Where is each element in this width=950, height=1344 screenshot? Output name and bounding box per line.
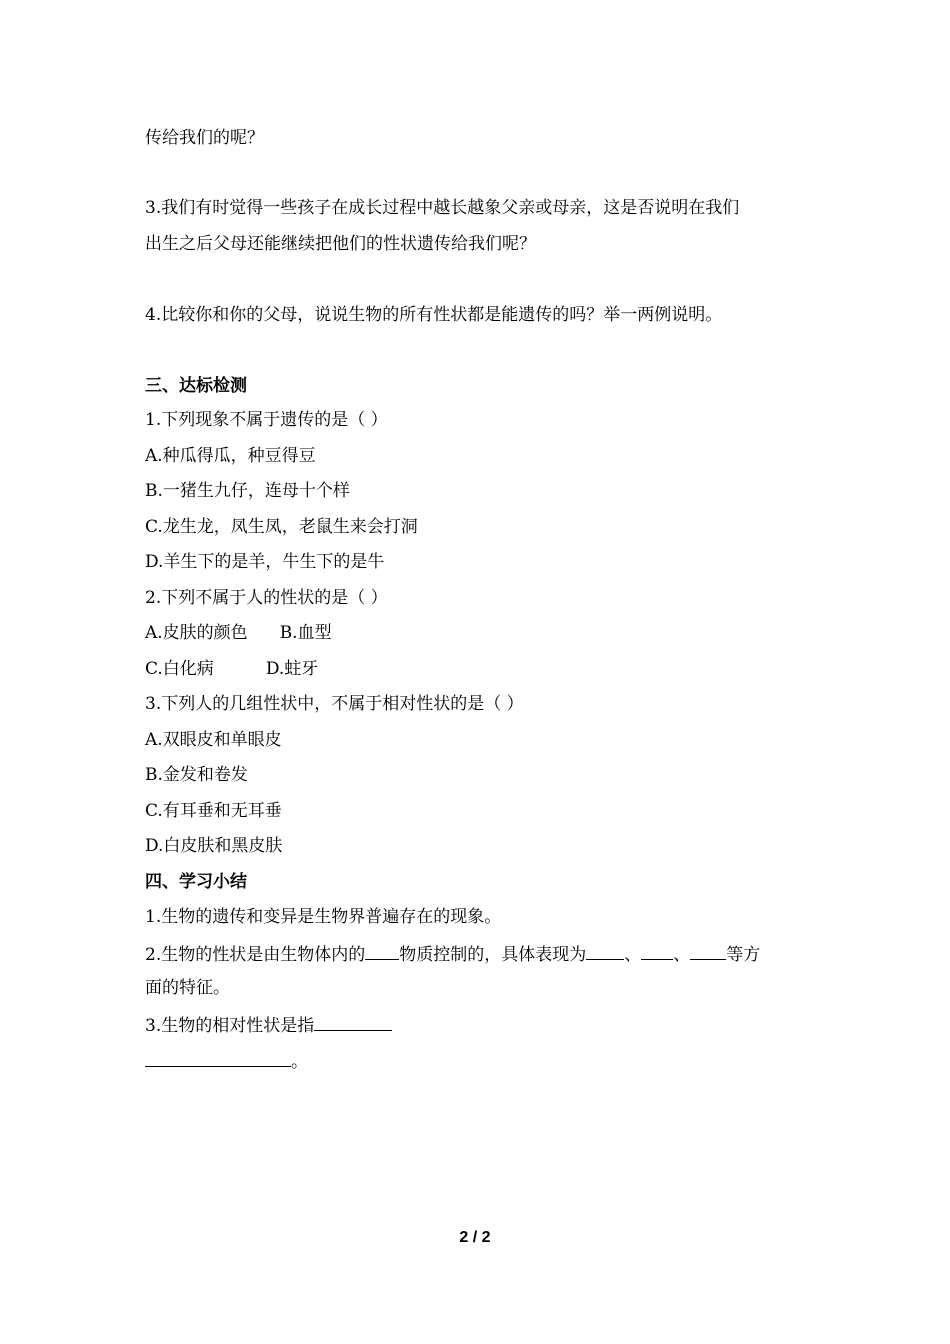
question-3-line-2: 出生之后父母还能继续把他们的性状遗传给我们呢？: [145, 234, 536, 254]
summary-2-line-2: 面的特征。: [145, 978, 230, 998]
question-4: 4.比较你和你的父母，说说生物的所有性状都是能遗传的吗？举一两例说明。: [145, 305, 723, 325]
fill-blank: [586, 941, 624, 960]
quiz-3-stem: 3.下列人的几组性状中，不属于相对性状的是（ ）: [145, 694, 524, 714]
quiz-1-option-a: A.种瓜得瓜，种豆得豆: [145, 446, 316, 466]
fill-blank: [690, 941, 726, 960]
summary-1: 1.生物的遗传和变异是生物界普遍存在的现象。: [145, 907, 502, 927]
summary-2-text-c: 等方: [726, 945, 761, 965]
quiz-1-option-b: B.一猪生九仔，连母十个样: [145, 481, 350, 501]
quiz-1-option-d: D.羊生下的是羊，牛生下的是牛: [145, 552, 385, 572]
quiz-2-options-row-2: [145, 657, 825, 681]
summary-3-line-2: [145, 1048, 825, 1074]
summary-3-end: 。: [291, 1052, 308, 1072]
quiz-2-option-a: A.皮肤的颜色: [145, 623, 248, 643]
quiz-3-option-d: D.白皮肤和黑皮肤: [145, 836, 283, 856]
summary-2-text-b: 物质控制的，具体表现为: [399, 945, 587, 965]
page-number: 2 / 2: [459, 1229, 491, 1246]
summary-2-separator: 、: [624, 945, 642, 965]
quiz-2-stem: 2.下列不属于人的性状的是（ ）: [145, 588, 388, 608]
fill-blank: [641, 941, 673, 960]
question-2-continuation: 传给我们的呢？: [145, 128, 264, 148]
quiz-2-option-b: B.血型: [279, 623, 332, 643]
quiz-3-option-c: C.有耳垂和无耳垂: [145, 801, 282, 821]
summary-2-line-1: [145, 941, 825, 967]
quiz-3-option-b: B.金发和卷发: [145, 765, 248, 785]
quiz-1-stem: 1.下列现象不属于遗传的是（ ）: [145, 410, 388, 430]
summary-2-text-a: 2.生物的性状是由生物体内的: [145, 945, 366, 965]
section-4-heading: 四、学习小结: [145, 872, 247, 892]
quiz-2-option-c: C.白化病: [145, 659, 214, 679]
quiz-1-option-c: C.龙生龙，凤生凤，老鼠生来会打洞: [145, 517, 418, 537]
fill-blank: [145, 1048, 291, 1067]
question-3-line-1: 3.我们有时觉得一些孩子在成长过程中越长越象父亲或母亲，这是否说明在我们: [145, 198, 740, 218]
summary-3-line-1: [145, 1012, 825, 1038]
quiz-3-option-a: A.双眼皮和单眼皮: [145, 730, 282, 750]
summary-2-separator: 、: [673, 945, 691, 965]
quiz-2-option-d: D.蛀牙: [265, 659, 319, 679]
fill-blank: [365, 941, 399, 960]
summary-3-text: 3.生物的相对性状是指: [145, 1016, 315, 1036]
section-3-heading: 三、达标检测: [145, 376, 247, 396]
fill-blank: [314, 1012, 392, 1031]
quiz-2-options-row-1: [145, 621, 825, 645]
